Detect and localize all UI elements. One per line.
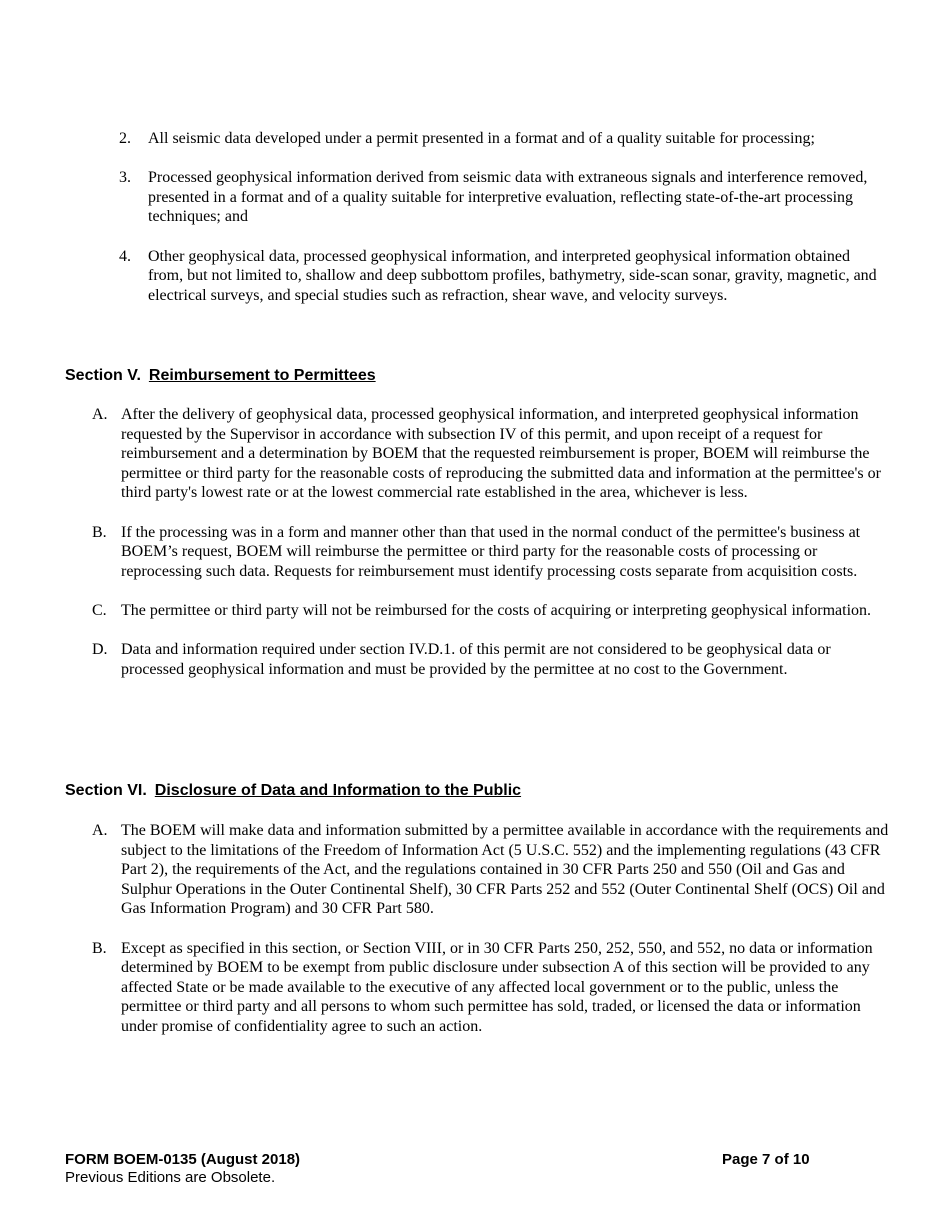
list-item-text: Except as specified in this section, or Section VIII, or in 30 CFR Parts 250, 252, 550, and 552, no data or information determined by BOEM to be exempt from public disclosure under subsection A of this section will be provided to any affected State or be made available to the executive of any affected local government or to the public, unless the permittee or third party and all persons to whom such permittee has sold, traded, or licensed the data or information under promise of confidentiality agree to such an action. xyxy=(121,939,873,1035)
list-item-letter: A. xyxy=(92,822,108,839)
list-item-letter: B. xyxy=(92,523,107,541)
footer-form-id: FORM BOEM-0135 (August 2018) xyxy=(65,1151,301,1168)
list-item-letter: A. xyxy=(92,406,108,423)
list-item-text: The permittee or third party will not be reimbursed for the costs of acquiring or interpreting geophysical information. xyxy=(121,601,872,619)
list-item-text: All seismic data developed under a permit presented in a format and of a quality suitable for processing; xyxy=(148,130,815,147)
list-item-letter: D. xyxy=(92,641,108,659)
section-vi-list xyxy=(92,821,890,1056)
footer-note: Previous Editions are Obsolete. xyxy=(65,1169,276,1186)
list-item xyxy=(92,405,890,503)
list-item-text: The BOEM will make data and information submitted by a permittee available in accordance with the requirements and subject to the limitations of the Freedom of Information Act (5 U.S.C. 552) and the implementing regulations (43 CFR Part 2), the requirements of the Act, and the regulations contained in 30 CFR Parts 250 and 550 (Oil and Gas and Sulphur Operations in the Outer Continental Shelf), 30 CFR Parts 252 and 552 (Outer Continental Shelf (OCS) Oil and Gas Information Program) and 30 CFR Part 580. xyxy=(121,822,889,918)
list-item xyxy=(92,821,890,919)
numbered-list xyxy=(119,129,889,325)
footer-page-number: Page 7 of 10 xyxy=(722,1151,810,1168)
list-item xyxy=(92,523,890,582)
list-item xyxy=(119,247,889,306)
section-v-title: Reimbursement to Permittees xyxy=(148,367,376,384)
section-vi-label: Section VI. xyxy=(65,782,147,799)
list-item xyxy=(119,129,889,149)
list-item-number: 4. xyxy=(119,247,131,265)
list-item-text: Processed geophysical information derived from seismic data with extraneous signals and interference removed, presented in a format and of a quality suitable for interpretive evaluation, reflecting state-of-the-art processing techniques; and xyxy=(148,169,868,226)
list-item xyxy=(92,640,890,679)
section-v-label: Section V. xyxy=(65,367,141,384)
list-item-number: 3. xyxy=(119,169,131,187)
list-item xyxy=(92,939,890,1037)
section-vi-heading xyxy=(65,781,521,800)
list-item-text: If the processing was in a form and manner other than that used in the normal conduct of the permittee's business at BOEM’s request, BOEM will reimburse the permittee or third party for the reasonable costs of processing or reprocessing such data. Requests for reimbursement must identify processing costs separate from acquisition costs. xyxy=(121,523,861,580)
list-item xyxy=(92,601,890,621)
list-item xyxy=(119,168,889,227)
list-item-text: Data and information required under section IV.D.1. of this permit are not considered to be geophysical data or processed geophysical information and must be provided by the permittee at no cost to the Government. xyxy=(121,641,831,678)
section-v-list xyxy=(92,405,890,699)
list-item-letter: B. xyxy=(92,939,107,957)
section-v-heading xyxy=(65,366,376,385)
section-vi-title: Disclosure of Data and Information to the Public xyxy=(154,782,522,799)
list-item-number: 2. xyxy=(119,130,131,147)
list-item-text: Other geophysical data, processed geophysical information, and interpreted geophysical information obtained from, but not limited to, shallow and deep subbottom profiles, bathymetry, side-scan sonar, gravity, magnetic, and electrical surveys, and special studies such as refraction, shear wave, and velocity surveys. xyxy=(148,247,877,304)
list-item-letter: C. xyxy=(92,601,107,619)
list-item-text: After the delivery of geophysical data, processed geophysical information, and interpreted geophysical information requested by the Supervisor in accordance with subsection IV of this permit, and upon receipt of a request for reimbursement and a determination by BOEM that the requested reimbursement is proper, BOEM will reimburse the permittee or third party for the reasonable costs of reproducing the submitted data and information at the permittee's or third party's lowest rate or at the lowest commercial rate established in the area, whichever is less. xyxy=(121,406,881,502)
